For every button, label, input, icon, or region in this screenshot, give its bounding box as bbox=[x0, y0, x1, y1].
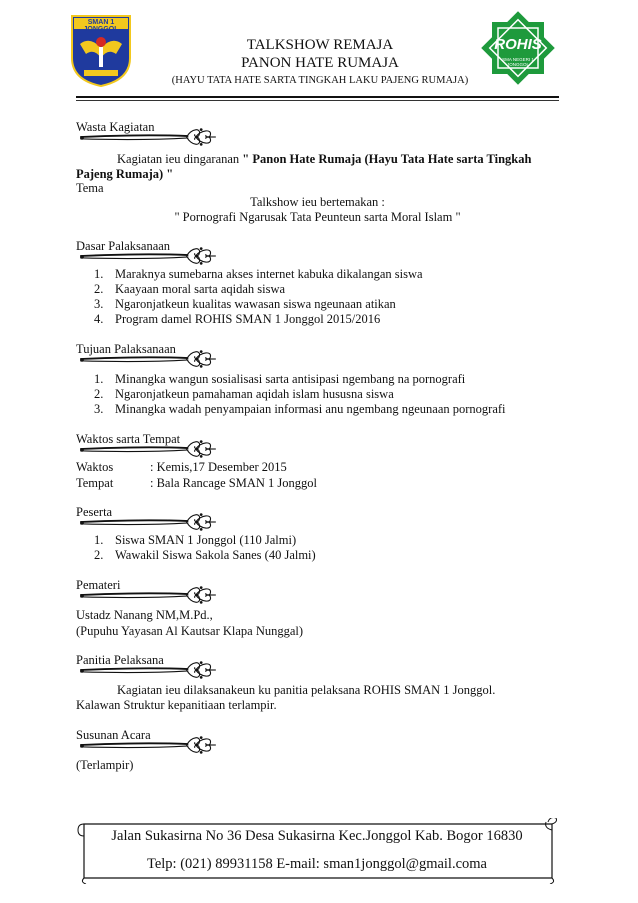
susunan-value: (Terlampir) bbox=[76, 758, 134, 772]
list-item: 2. Kaayaan moral sarta aqidah siswa bbox=[94, 282, 286, 296]
ornament-divider bbox=[72, 245, 224, 267]
school-logo bbox=[70, 14, 132, 88]
footer-contact: Telp: (021) 89931158 E-mail: sman1jonggol@gmail.coma bbox=[146, 856, 487, 872]
ornament-divider bbox=[72, 348, 224, 370]
header-title-2: PANON HATE RUMAJA bbox=[241, 55, 399, 71]
ornament-divider bbox=[72, 438, 224, 460]
list-item: 2. Wawakil Siswa Sakola Sanes (40 Jalmi) bbox=[94, 548, 316, 562]
event-name-cont: Pajeng Rumaja) " bbox=[76, 167, 174, 181]
wasta-line-1 bbox=[117, 152, 531, 167]
section-title-pemateri: Pemateri bbox=[76, 578, 121, 592]
event-name: " Panon Hate Rumaja (Hayu Tata Hate sarta Tingkah bbox=[242, 152, 532, 166]
tema-intro: Talkshow ieu bertemakan : bbox=[250, 195, 385, 209]
ornament-divider bbox=[72, 584, 224, 606]
tema-label: Tema bbox=[76, 181, 104, 195]
waktos-label: Waktos bbox=[76, 460, 114, 474]
section-title-peserta: Peserta bbox=[76, 505, 113, 519]
header-divider bbox=[76, 96, 559, 98]
list-item: 1. Maraknya sumebarna akses internet kabuka dikalangan siswa bbox=[94, 267, 423, 281]
panitia-line-1: Kagiatan ieu dilaksanakeun ku panitia pelaksana ROHIS SMAN 1 Jonggol. bbox=[117, 683, 496, 697]
list-item: 1. Siswa SMAN 1 Jonggol (110 Jalmi) bbox=[94, 533, 297, 547]
wasta-text: Kagiatan ieu dingaranan bbox=[117, 152, 243, 166]
section-title-panitia: Panitia Pelaksana bbox=[76, 653, 164, 667]
section-title-wasta: Wasta Kagiatan bbox=[76, 120, 155, 134]
section-title-tujuan: Tujuan Palaksanaan bbox=[76, 342, 176, 356]
list-item: 4. Program damel ROHIS SMAN 1 Jonggol 2015/2016 bbox=[94, 312, 381, 326]
list-item: 3. Ngaronjatkeun kualitas wawasan siswa ngeunaan atikan bbox=[94, 297, 396, 311]
header-subtitle: (HAYU TATA HATE SARTA TINGKAH LAKU PAJENG RUMAJA) bbox=[171, 75, 469, 86]
header-title: TALKSHOW REMAJA bbox=[246, 37, 394, 53]
list-item: 3. Minangka wadah penyampaian informasi anu ngembang ngeunaan pornografi bbox=[94, 402, 506, 416]
school-logo-text: SMAN 1 JONGGOL bbox=[83, 19, 119, 33]
rohis-logo bbox=[478, 8, 558, 88]
footer-address: Jalan Sukasirna No 36 Desa Sukasirna Kec.Jonggol Kab. Bogor 16830 bbox=[111, 828, 523, 844]
speaker-title: (Pupuhu Yayasan Al Kautsar Klapa Nunggal) bbox=[76, 624, 304, 638]
list-item: 2. Ngaronjatkeun pamahaman aqidah islam hususna siswa bbox=[94, 387, 394, 401]
waktos-value: : Kemis,17 Desember 2015 bbox=[150, 460, 287, 474]
list-item: 1. Minangka wangun sosialisasi sarta antisipasi ngembang na pornografi bbox=[94, 372, 466, 386]
ornament-divider bbox=[72, 126, 224, 148]
ornament-divider bbox=[72, 659, 224, 681]
rohis-logo-text: ROHIS bbox=[494, 36, 542, 53]
header-divider-thin bbox=[76, 100, 559, 101]
ornament-divider bbox=[72, 734, 224, 756]
section-title-susunan: Susunan Acara bbox=[76, 728, 151, 742]
ornament-divider bbox=[72, 511, 224, 533]
section-title-waktos: Waktos sarta Tempat bbox=[76, 432, 181, 446]
tempat-value: : Bala Rancage SMAN 1 Jonggol bbox=[150, 476, 317, 490]
rohis-logo-subtext: SMA NEGERI 1 JONGGOL bbox=[502, 57, 534, 67]
tempat-label: Tempat bbox=[76, 476, 114, 490]
speaker-name: Ustadz Nanang NM,M.Pd., bbox=[76, 608, 213, 622]
tema-value: " Pornografi Ngarusak Tata Peunteun sarta Moral Islam " bbox=[174, 210, 461, 224]
section-title-dasar: Dasar Palaksanaan bbox=[76, 239, 171, 253]
panitia-line-2: Kalawan Struktur kepanitiaan terlampir. bbox=[76, 698, 277, 712]
